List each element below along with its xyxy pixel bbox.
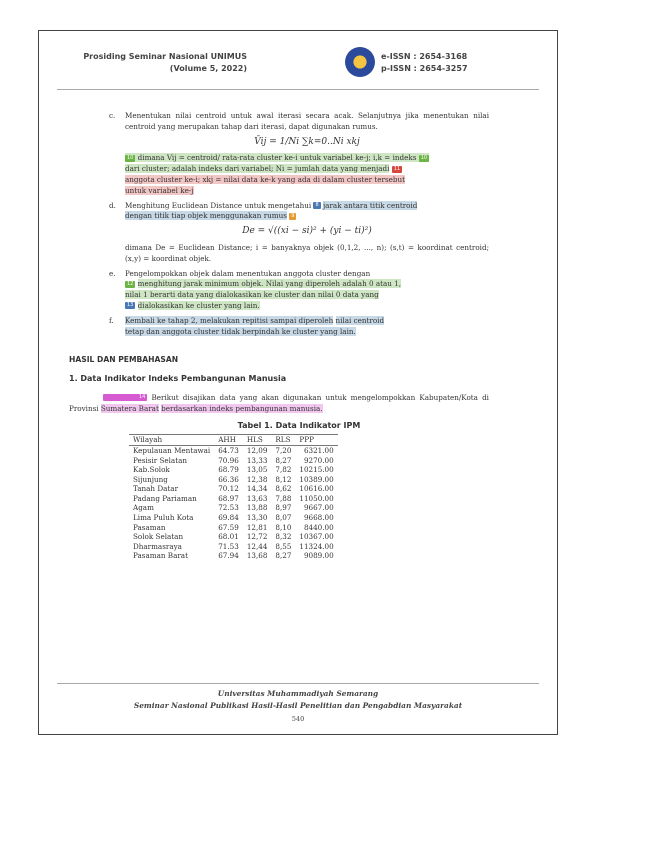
- value-cell: 13,30: [246, 513, 268, 523]
- highlight-green: menghitung jarak minimum objek. Nilai yang diperoleh adalah 0 atau 1,: [137, 279, 402, 289]
- list-marker-f: f.: [109, 315, 114, 325]
- value-cell: 13,63: [246, 493, 268, 503]
- list-marker-d: d.: [109, 200, 116, 210]
- value-cell: 64.73: [218, 445, 239, 455]
- value-cell: 14,34: [246, 484, 268, 494]
- region-cell: Padang Pariaman: [133, 493, 197, 503]
- list-item-e: [109, 269, 489, 312]
- highlight-blue: dengan titik tiap objek menggunakan rumus: [125, 211, 287, 221]
- region-cell: Kab.Solok: [133, 465, 170, 475]
- annotation-tag[interactable]: 9: [291, 212, 295, 219]
- value-cell: 8,10: [275, 522, 292, 532]
- annotation-tag[interactable]: 12: [127, 280, 134, 287]
- value-cell: 9270.00: [303, 455, 334, 465]
- footer-divider: [57, 683, 539, 684]
- value-cell: 69.84: [218, 513, 239, 523]
- intro-paragraph: 14 Berikut disajikan data yang akan digunakan untuk mengelompokkan Kabupaten/Kota di Provinsi Sumatera Barat berdasarkan indeks pembangunan manusia.: [69, 392, 489, 413]
- value-cell: 8,32: [275, 532, 292, 542]
- value-cell: 13,88: [246, 503, 268, 513]
- header-divider: [57, 89, 539, 90]
- header-right: [381, 51, 468, 75]
- value-cell: 13,33: [246, 455, 268, 465]
- highlight-red: untuk variabel ke-j: [125, 185, 194, 195]
- footer-university: Universitas Muhammadiyah Semarang: [217, 689, 379, 698]
- region-cell: Solok Selatan: [133, 532, 184, 542]
- annotation-tag[interactable]: 13: [127, 302, 134, 309]
- highlight-pink: Sumatera Barat: [100, 403, 159, 413]
- annotation-tag[interactable]: 10: [127, 154, 134, 161]
- list-marker-e: e.: [109, 268, 116, 278]
- value-cell: 8,62: [275, 484, 292, 494]
- value-cell: 7,88: [275, 493, 292, 503]
- item-e-text: Pengelompokkan objek dalam menentukan anggota cluster dengan 12 menghitung jarak minimum objek. Nilai yang diperoleh adalah 0 atau 1, nilai 1 berarti data yang dialokasikan ke cluster dan nilai 0 data yang 13 dialokasikan ke cluster yang lain.: [125, 268, 402, 310]
- highlight-blue: tetap dan anggota cluster tidak berpindah ke cluster yang lain.: [125, 326, 356, 336]
- header-left: [83, 51, 247, 75]
- value-cell: 12,09: [246, 445, 268, 455]
- table-row: [129, 484, 338, 494]
- list-item-c: [109, 111, 489, 197]
- list-item-f: [109, 316, 489, 338]
- proceedings-title: Prosiding Seminar Nasional UNIMUS: [83, 52, 247, 61]
- ipm-data-table: [129, 434, 338, 561]
- page-number: 540: [291, 715, 305, 723]
- value-cell: 6321.00: [303, 445, 334, 455]
- highlight-red: anggota cluster ke-i; xkj = nilai data ke-k yang ada di dalam cluster tersebut: [125, 174, 406, 184]
- value-cell: 11324.00: [299, 541, 334, 551]
- eissn-label: e-ISSN : 2654-3168: [381, 52, 468, 61]
- value-cell: 7,20: [275, 445, 292, 455]
- value-cell: 9667.00: [303, 503, 334, 513]
- annotation-tag[interactable]: 10: [420, 154, 428, 161]
- value-cell: 8,27: [275, 455, 292, 465]
- value-cell: 70.96: [218, 455, 239, 465]
- table-caption: Tabel 1. Data Indikator IPM: [237, 420, 361, 430]
- table-row: [129, 503, 338, 513]
- column-header: HLS: [243, 435, 272, 446]
- region-cell: Agam: [133, 503, 154, 513]
- region-cell: Pasaman Barat: [133, 551, 188, 561]
- value-cell: 11050.00: [299, 493, 334, 503]
- highlight-green: dari cluster; adalah indeks dari variabel; Ni = jumlah data yang menjadi: [125, 164, 390, 174]
- value-cell: 12,38: [246, 474, 268, 484]
- value-cell: 13,68: [246, 551, 268, 561]
- region-cell: Tanah Datar: [133, 484, 179, 494]
- region-cell: Sijunjung: [133, 474, 168, 484]
- region-cell: Pesisir Selatan: [133, 455, 188, 465]
- highlight-pink: berdasarkan indeks pembangunan manusia.: [161, 403, 323, 413]
- value-cell: 8440.00: [303, 522, 334, 532]
- column-header: Wilayah: [129, 435, 214, 446]
- annotation-tag[interactable]: 11: [393, 165, 401, 172]
- column-header: AHH: [214, 435, 243, 446]
- value-cell: 8,97: [275, 503, 292, 513]
- item-c-definition: [125, 153, 489, 196]
- table-row: [129, 475, 338, 485]
- table-row: [129, 532, 338, 542]
- value-cell: 10215.00: [299, 465, 334, 475]
- annotation-tag[interactable]: 14: [103, 394, 147, 401]
- table-row: [129, 465, 338, 475]
- item-d-definition: dimana De = Euclidean Distance; i = banyaknya objek (0,1,2, ..., n); (s,t) = koordinat centroid; (x,y) = koordinat objek.: [125, 242, 489, 263]
- value-cell: 72.53: [218, 503, 239, 513]
- region-cell: Kepulauan Mentawai: [133, 445, 211, 455]
- value-cell: 12,81: [246, 522, 268, 532]
- value-cell: 10616.00: [299, 484, 334, 494]
- value-cell: 8,27: [275, 551, 292, 561]
- column-header: PPP: [295, 435, 337, 446]
- table-row: [129, 542, 338, 552]
- item-f-text: [125, 316, 489, 338]
- item-c-text: Menentukan nilai centroid untuk awal iterasi secara acak. Selanjutnya jika menentukan nilai centroid yang merupakan tahap dari iterasi, dapat digunakan rumus.: [125, 111, 489, 131]
- region-cell: Pasaman: [133, 522, 166, 532]
- page-body: [69, 111, 489, 561]
- euclidean-formula: De = √((xi − si)² + (yi − ti)²): [242, 226, 372, 237]
- value-cell: 68.97: [218, 493, 239, 503]
- table-row: [129, 551, 338, 561]
- value-cell: 12,44: [246, 541, 268, 551]
- value-cell: 68.01: [218, 532, 239, 542]
- list-marker-c: c.: [109, 111, 116, 120]
- highlight-green: nilai 1 berarti data yang dialokasikan ke cluster dan nilai 0 data yang: [125, 290, 379, 300]
- column-header: RLS: [271, 435, 295, 446]
- highlight-green: 10 dimana Vij = centroid/ rata-rata cluster ke-i untuk variabel ke-j; i,k = indeks 10: [127, 153, 428, 163]
- value-cell: 9089.00: [303, 551, 334, 561]
- document-page: [38, 30, 558, 735]
- value-cell: 12,72: [246, 532, 268, 542]
- value-cell: 8,07: [275, 513, 292, 523]
- value-cell: 7,82: [275, 465, 292, 475]
- item-d-text: Menghitung Euclidean Distance untuk mengetahui 8 jarak antara titik centroid dengan titik tiap objek menggunakan rumus 9: [125, 200, 418, 221]
- value-cell: 8,55: [275, 541, 292, 551]
- table-row: [129, 456, 338, 466]
- value-cell: 66.36: [218, 474, 239, 484]
- subsection-heading: 1. Data Indikator Indeks Pembangunan Manusia: [69, 374, 287, 384]
- pissn-label: p-ISSN : 2654-3257: [381, 64, 468, 73]
- page-header: [39, 47, 557, 85]
- value-cell: 68.79: [218, 465, 239, 475]
- table-row: [129, 523, 338, 533]
- highlight-blue: Kembali ke tahap 2, melakukan repitisi sampai diperoleh: [125, 315, 334, 325]
- table-header-row: [129, 435, 338, 446]
- footer-seminar: Seminar Nasional Publikasi Hasil-Hasil Penelitian dan Pengabdian Masyarakat: [133, 701, 463, 710]
- value-cell: 70.12: [218, 484, 239, 494]
- value-cell: 8,12: [275, 474, 292, 484]
- table-body: [129, 445, 338, 561]
- annotation-tag[interactable]: 8: [315, 202, 319, 209]
- region-cell: Lima Puluh Kota: [133, 513, 194, 523]
- table-row: [129, 494, 338, 504]
- table-row: [129, 445, 338, 455]
- highlight-blue: jarak antara titik centroid: [322, 200, 418, 210]
- table-row: [129, 513, 338, 523]
- value-cell: 9668.00: [303, 513, 334, 523]
- unimus-logo: [345, 47, 375, 77]
- region-cell: Dharmasraya: [133, 541, 182, 551]
- value-cell: 71.53: [218, 541, 239, 551]
- value-cell: 13,05: [246, 465, 268, 475]
- volume-label: (Volume 5, 2022): [169, 64, 247, 73]
- value-cell: 67.94: [218, 551, 239, 561]
- section-heading: HASIL DAN PEMBAHASAN: [69, 355, 179, 365]
- list-item-d: [109, 201, 489, 265]
- centroid-formula: V̄ij = 1/Ni ∑k=0..Ni xkj: [254, 136, 360, 147]
- value-cell: 67.59: [218, 522, 239, 532]
- highlight-green: dialokasikan ke cluster yang lain.: [137, 300, 260, 310]
- value-cell: 10367.00: [299, 532, 334, 542]
- highlight-blue: nilai centroid: [335, 315, 385, 325]
- value-cell: 10389.00: [299, 474, 334, 484]
